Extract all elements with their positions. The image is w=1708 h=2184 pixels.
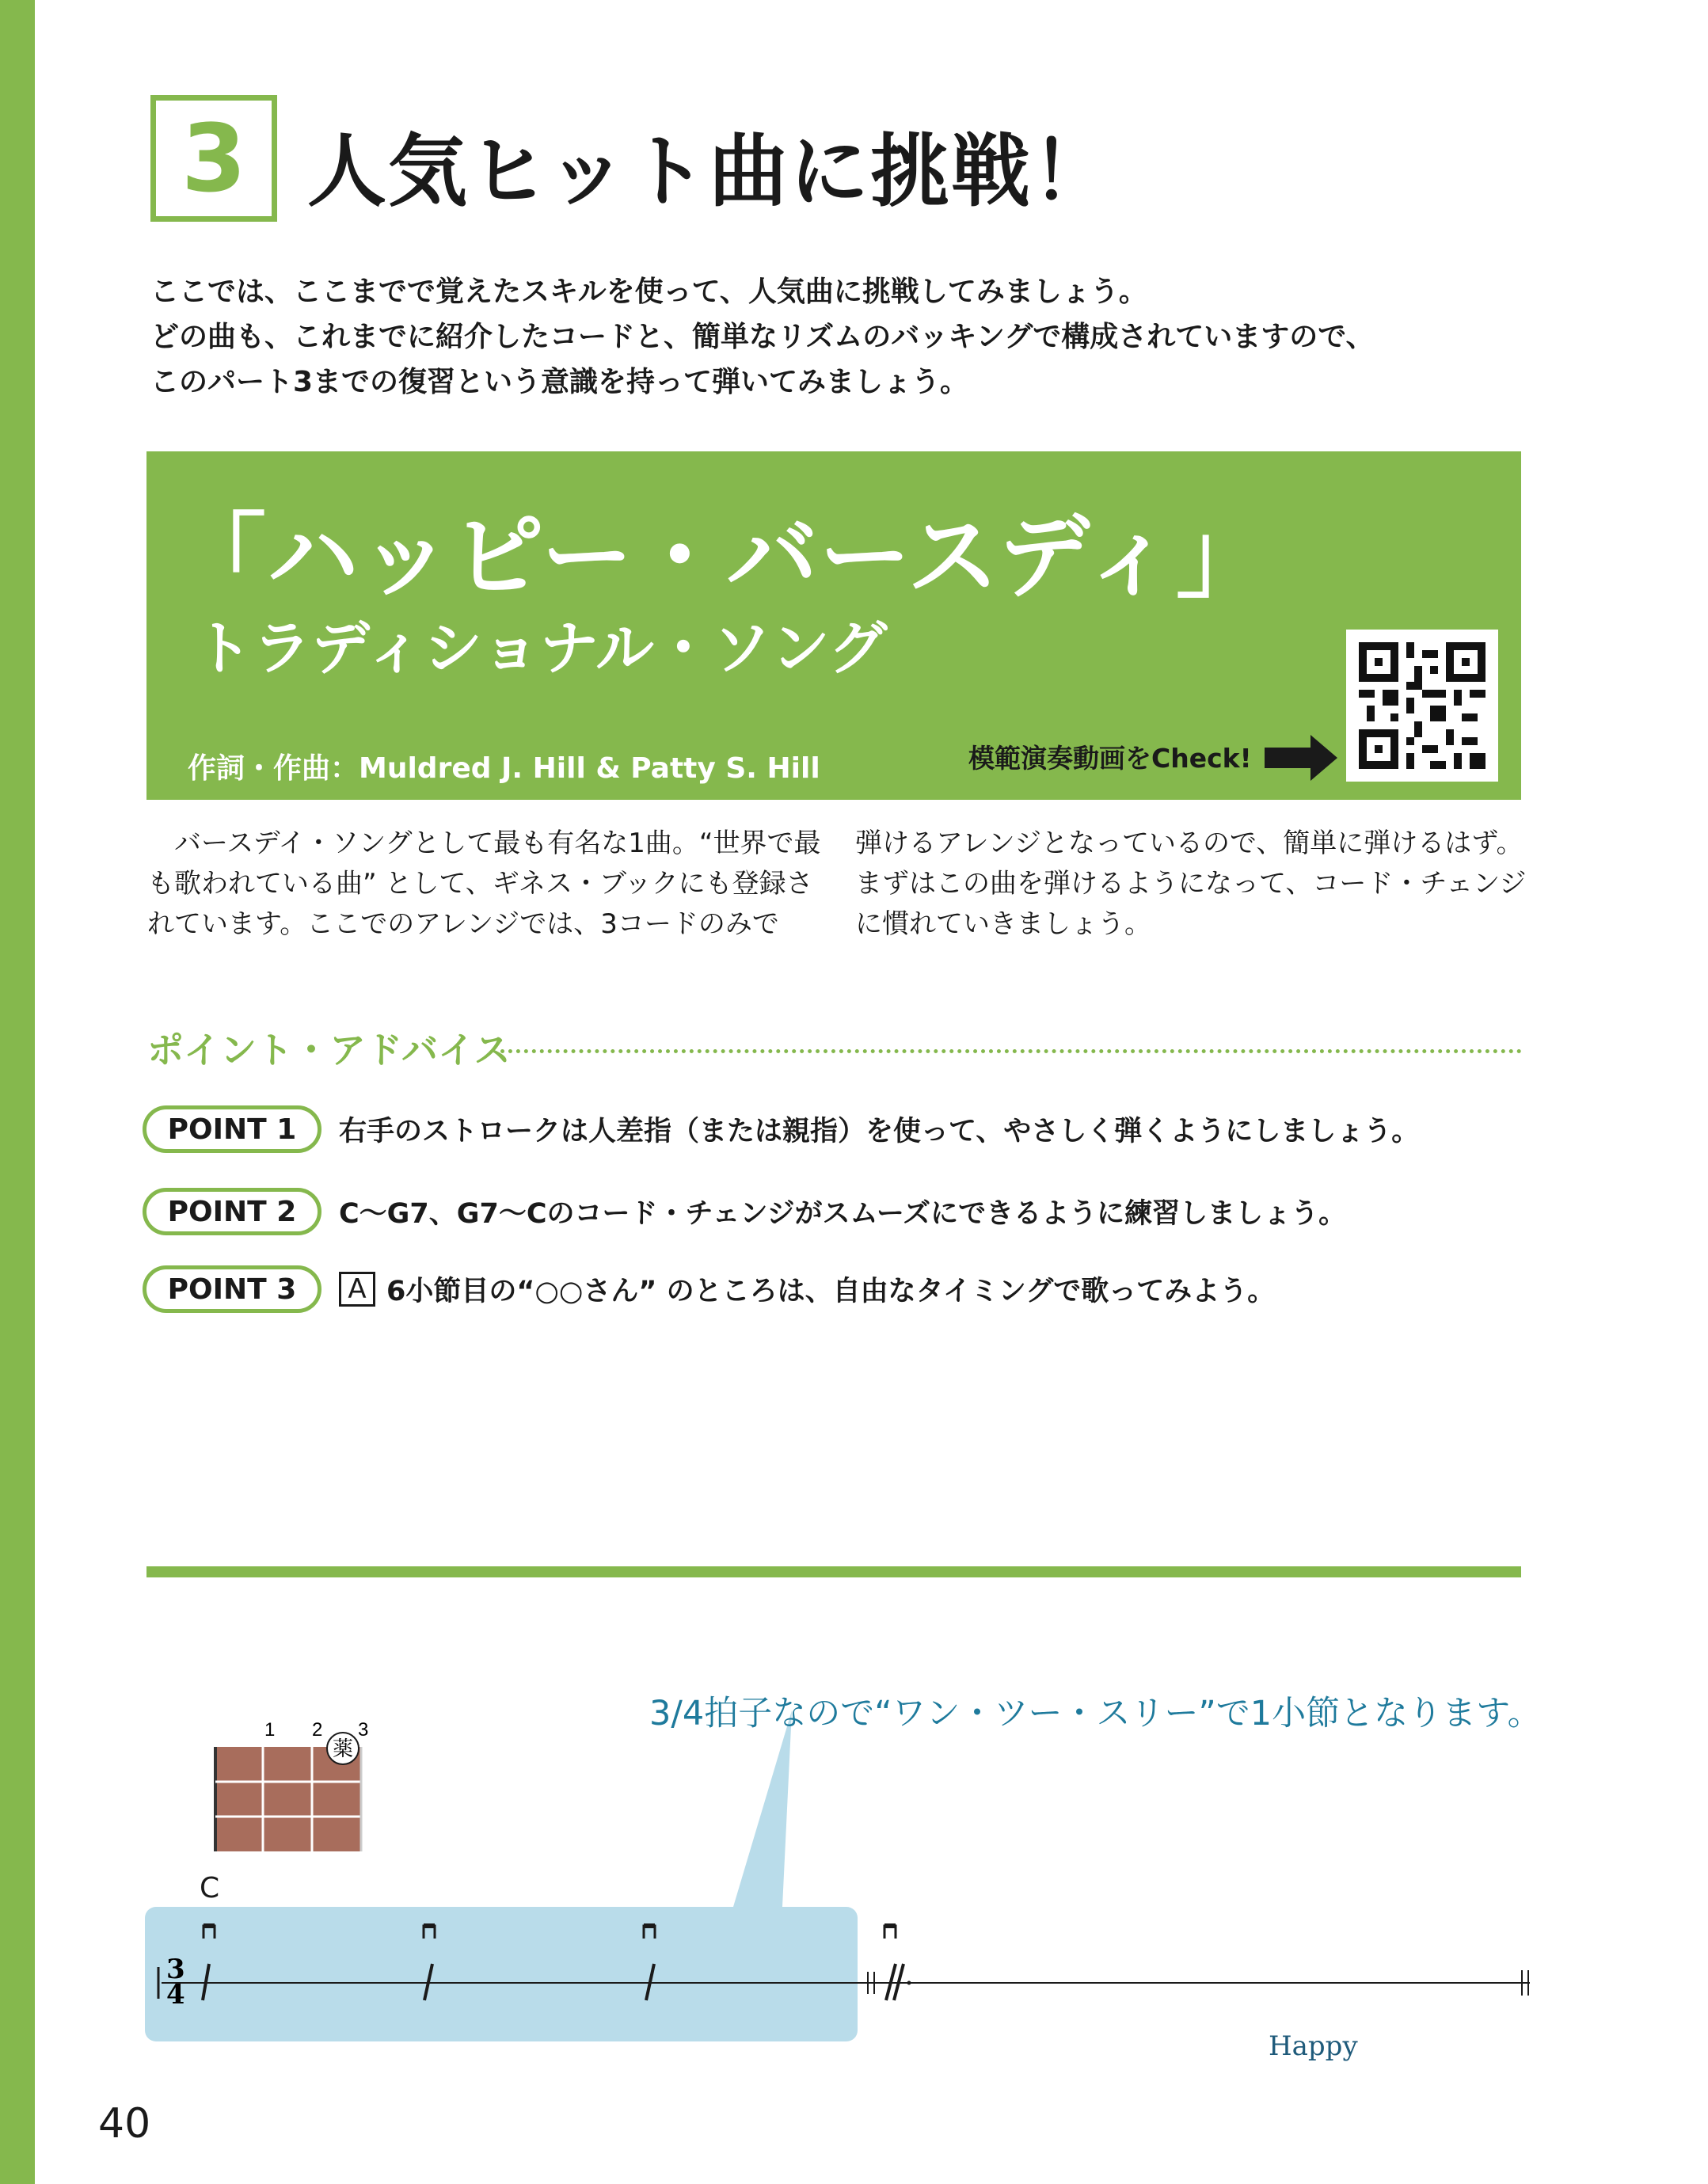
description-line: バースデイ・ソングとして最も有名な1曲。“世界で最	[147, 828, 821, 859]
song-title: 「ハッピー・バースディ」	[174, 504, 1269, 611]
intro-line: このパート3までの復習という意識を持って弾いてみましょう。	[150, 366, 969, 398]
point-text	[339, 1269, 1275, 1309]
intro-line: ここでは、ここまでで覚えたスキルを使って、人気曲に挑戦してみましょう。	[150, 276, 1147, 308]
section-marker-a: A	[339, 1272, 375, 1307]
song-subtitle: トラディショナル・ソング	[194, 614, 888, 683]
advice-heading: ポイント・アドバイス	[147, 1029, 511, 1071]
time-signature-top: 3	[166, 1954, 185, 1985]
point-text-content: 6小節目の“○○さん” のところは、自由なタイミングで歌ってみよう。	[386, 1276, 1276, 1307]
section-divider	[146, 1566, 1521, 1577]
strum-down-icon	[203, 1926, 215, 2000]
song-description-right	[855, 824, 1528, 945]
chord-diagram	[196, 1717, 378, 1867]
point-row-2	[143, 1188, 1346, 1235]
description-line: も歌われている曲” として、ギネス・ブックにも登録さ	[147, 868, 813, 900]
callout-text: 3/4拍子なので“ワン・ツー・スリー”で1小節となります。	[649, 1694, 1542, 1733]
chord-name: C	[200, 1872, 220, 1904]
description-line: 弾けるアレンジとなっているので、簡単に弾けるはず。	[855, 828, 1524, 859]
section-number: 3	[150, 95, 277, 222]
description-line: まずはこの曲を弾けるようになって、コード・チェンジ	[855, 868, 1527, 900]
point-text-content: 右手のストロークは人差指（または親指）を使って、やさしく弾くようにしましょう。	[339, 1116, 1420, 1147]
point-text	[339, 1192, 1346, 1231]
point-badge: POINT 2	[143, 1188, 321, 1235]
finger-number: 3	[358, 1719, 369, 1741]
finger-number: 1	[264, 1719, 276, 1741]
rhythm-staff	[0, 1901, 1708, 2059]
song-description-left	[147, 824, 820, 945]
page-number: 40	[98, 2100, 151, 2148]
strum-down-icon	[424, 1926, 435, 2000]
qr-code[interactable]	[1346, 630, 1498, 782]
point-badge: POINT 3	[143, 1265, 321, 1313]
finger-number: 2	[312, 1719, 323, 1741]
finger-mark: 薬	[332, 1737, 354, 1761]
point-row-1	[143, 1105, 1419, 1153]
point-text	[339, 1109, 1419, 1149]
time-signature-bottom: 4	[166, 1979, 185, 2011]
intro-text	[150, 269, 1374, 405]
description-line: れています。ここでのアレンジでは、3コードのみで	[147, 908, 779, 940]
dotted-divider	[500, 1049, 1522, 1053]
intro-line: どの曲も、これまでに紹介したコードと、簡単なリズムのバッキングで構成されていますので、	[150, 321, 1375, 353]
point-text-content: C～G7、G7～Cのコード・チェンジがスムーズにできるように練習しましょう。	[339, 1198, 1347, 1230]
section-title: 人気ヒット曲に挑戦！	[307, 125, 1113, 218]
point-row-3	[143, 1265, 1275, 1313]
song-credit: 作詞・作曲：Muldred J. Hill & Patty S. Hill	[188, 752, 820, 785]
lyric-text: Happy	[1269, 2030, 1358, 2062]
left-accent-bar	[0, 0, 35, 2184]
song-banner	[146, 451, 1521, 800]
point-badge: POINT 1	[143, 1105, 321, 1153]
repeat-sign-icon	[868, 1926, 911, 2000]
strum-down-icon	[644, 1926, 655, 2000]
video-note: 模範演奏動画をCheck!	[968, 743, 1252, 774]
qr-code-icon	[1359, 642, 1485, 769]
arrow-right-icon	[1265, 735, 1337, 781]
description-line: に慣れていきましょう。	[855, 908, 1151, 940]
